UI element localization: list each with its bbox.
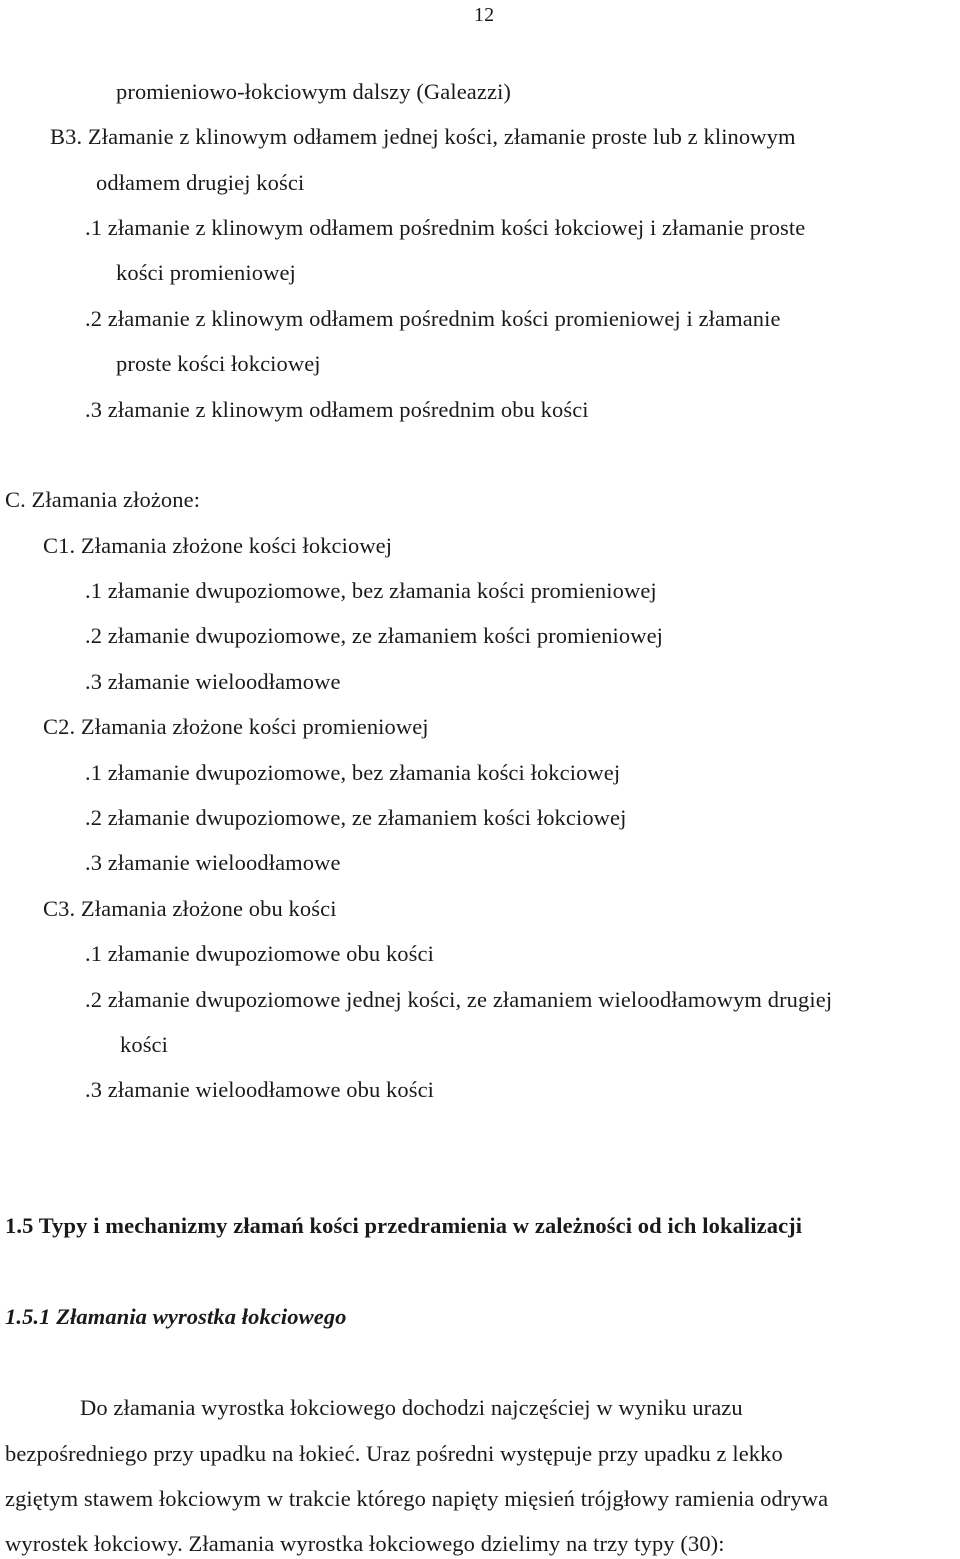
text-line: .1 złamanie dwupoziomowe obu kości (85, 941, 434, 966)
page-number: 12 (474, 4, 495, 26)
text-line: C. Złamania złożone: (5, 487, 201, 512)
paragraph-line: bezpośredniego przy upadku na łokieć. Uraz pośredni występuje przy upadku z lekko (5, 1441, 783, 1466)
text-line: .2 złamanie dwupoziomowe, ze złamaniem kości promieniowej (85, 623, 664, 648)
text-line: .2 złamanie dwupoziomowe jednej kości, ze złamaniem wieloodłamowym drugiej (85, 987, 833, 1012)
text-line: .1 złamanie dwupoziomowe, bez złamania kości promieniowej (85, 578, 657, 603)
text-line: .1 złamanie dwupoziomowe, bez złamania kości łokciowej (85, 760, 621, 785)
text-line: .3 złamanie z klinowym odłamem pośrednim obu kości (85, 397, 589, 422)
text-line: kości (120, 1032, 168, 1057)
text-line: C3. Złamania złożone obu kości (43, 896, 337, 921)
text-line: odłamem drugiej kości (96, 170, 305, 195)
text-line: kości promieniowej (116, 260, 296, 285)
text-line: C1. Złamania złożone kości łokciowej (43, 533, 393, 558)
section-heading: 1.5 Typy i mechanizmy złamań kości przedramienia w zależności od ich lokalizacji (5, 1213, 803, 1238)
text-line: .1 złamanie z klinowym odłamem pośrednim kości łokciowej i złamanie proste (85, 215, 806, 240)
text-line: promieniowo-łokciowym dalszy (Galeazzi) (116, 79, 512, 104)
text-line: .3 złamanie wieloodłamowe obu kości (85, 1077, 435, 1102)
text-line: C2. Złamania złożone kości promieniowej (43, 714, 429, 739)
text-line: .3 złamanie wieloodłamowe (85, 669, 341, 694)
paragraph-line: Do złamania wyrostka łokciowego dochodzi najczęściej w wyniku urazu (80, 1395, 743, 1420)
paragraph-line: wyrostek łokciowy. Złamania wyrostka łokciowego dzielimy na trzy typy (30): (5, 1531, 725, 1556)
text-line: proste kości łokciowej (116, 351, 321, 376)
text-line: .2 złamanie z klinowym odłamem pośrednim kości promieniowej i złamanie (85, 306, 781, 331)
text-line: .3 złamanie wieloodłamowe (85, 850, 341, 875)
text-line: B3. Złamanie z klinowym odłamem jednej kości, złamanie proste lub z klinowym (50, 124, 796, 149)
paragraph-line: zgiętym stawem łokciowym w trakcie którego napięty mięsień trójgłowy ramienia odrywa (5, 1486, 829, 1511)
text-line: .2 złamanie dwupoziomowe, ze złamaniem kości łokciowej (85, 805, 627, 830)
subsection-heading: 1.5.1 Złamania wyrostka łokciowego (5, 1304, 347, 1329)
